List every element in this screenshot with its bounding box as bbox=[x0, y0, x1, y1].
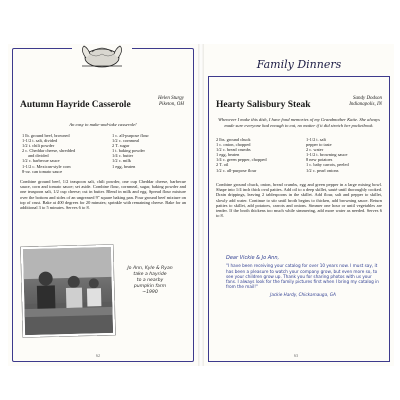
recipe-title: Autumn Hayride Casserole bbox=[20, 100, 131, 110]
recipe-directions: Combine ground beef, 1/2 teaspoon salt, chili powder, one cup Cheddar cheese, barbecue sauce, corn and tomato sauce; set aside. Combine flour, cornmeal, sugar, baking powder and one teaspoon salt, 1/2 cup cheese; cut in butter. Blend in milk and egg. Spread flour mixture over the bottom and sides of an ungreased 9" square baking pan. Pour ground beef mixture on top of crust. Bake at 400 degrees for 20 minutes; sprinkle with remaining cheese. Bake for an additional 3 to 5 minutes. Serves 6 to 8. bbox=[20, 179, 186, 211]
ingredient-item: 1/2 c. pearl onions bbox=[306, 167, 339, 173]
ingredient-item: 2 lbs. ground chuck bbox=[216, 137, 251, 142]
ingredient-item: 1/2 c. bread crumbs bbox=[216, 147, 251, 153]
caption-line: to a nearby bbox=[136, 278, 164, 283]
letter-signature: Jackie Hardy, Chickamauga, GA bbox=[270, 291, 336, 297]
ingredient-item: 1/4 c. green pepper, chopped bbox=[216, 157, 267, 163]
ingredient-item: 1 c. baby carrots, peeled bbox=[306, 162, 349, 168]
caption-line: pumpkin farm bbox=[133, 284, 167, 289]
recipe-contributor bbox=[158, 96, 184, 108]
ingredient-item: 1 t. baking powder bbox=[112, 148, 145, 154]
ingredient-item: 2 T. oil bbox=[216, 162, 229, 168]
reader-letter bbox=[226, 256, 380, 297]
section-header-text: Family Dinners bbox=[253, 58, 346, 71]
page-number: 62 bbox=[96, 353, 100, 358]
ingredient-item: 1/2 c. cornmeal bbox=[112, 138, 140, 144]
section-header bbox=[204, 58, 394, 71]
ingredient-item: 1/4 c. butter bbox=[112, 153, 134, 159]
ingredient-item: 1-1/2 t. salt bbox=[306, 137, 326, 142]
ingredient-item: 2 T. sugar bbox=[112, 143, 130, 149]
ingredient-item: 8-oz. can tomato sauce bbox=[22, 168, 63, 174]
ingredient-item: 1 lb. ground beef, browned bbox=[22, 133, 70, 138]
recipe-directions: Combine ground chuck, onion, bread crumbs, egg and green pepper in a large mixing bowl. Shape into 1/4 inch thick oval patties. Add oil to a deep skillet, sauté until thoroughly cooked. Drain drippings, leaving 2 tablespoons in the skillet. Add flour, salt and pepper to skillet, slowly add water. Continue to stir until broth begins to thicken, add browning sauce. Return patties to skillet, add potatoes, carrots and onions. Simmer one hour or until vegetables are tender. If the broth thickens too much while simmering, add more water as needed. Serves 6 to 8. bbox=[216, 182, 382, 219]
recipe-intro: Whenever I make this dish, I have fond memories of my Grandmother Katie. She always made sure everyone had enough to eat, no matter if it did stretch her pocketbook. bbox=[218, 117, 380, 128]
left-page bbox=[8, 44, 198, 366]
letter-greeting: Dear Vickie & Jo Ann, bbox=[226, 255, 280, 261]
ingredient-item: 1-1/2 t. salt, divided bbox=[22, 138, 58, 144]
caption-line: take a hayride bbox=[133, 272, 167, 277]
ingredient-item: 1/2 t. chili powder bbox=[22, 143, 55, 149]
contributor-location: Piketon, OH bbox=[159, 102, 184, 107]
ingredient-item: 1-1/2 c. Mexican-style corn bbox=[22, 163, 71, 169]
contributor-name: Sandy Dodson bbox=[352, 96, 382, 101]
ingredients-column-1 bbox=[22, 133, 75, 174]
caption-line: Jo Ann, Kyle & Ryan bbox=[127, 266, 173, 271]
right-page bbox=[204, 44, 394, 366]
ingredient-item: 1 c. onion, chopped bbox=[216, 142, 251, 148]
page-number: 63 bbox=[294, 353, 298, 358]
ingredient-item: 1 c. all-purpose flour bbox=[112, 133, 149, 138]
turkey-icon bbox=[72, 44, 132, 70]
ingredient-item: 2 c. water bbox=[306, 147, 324, 153]
caption-line: ~1990 bbox=[142, 290, 158, 295]
family-hayride-photo bbox=[21, 245, 115, 337]
ingredient-item: 1/2 c. all-purpose flour bbox=[216, 167, 257, 173]
ingredient-item: and divided bbox=[28, 153, 49, 159]
ingredients-column-1 bbox=[216, 137, 267, 173]
contributor-name: Helen Sturgy bbox=[157, 96, 184, 101]
recipe-intro: An easy to make-and-take casserole! bbox=[69, 122, 137, 127]
letter-body: "I have been receiving your catalog for over 10 years now. I must say, it has been a pleasure to watch your company grow, but even more so, to see your children grow up. Thank you for sharing photos with us your fans. I always look for the family pictures first when I bring my catalog in from the mail!" bbox=[226, 263, 379, 290]
ingredients-column-2 bbox=[112, 133, 149, 169]
recipe-contributor bbox=[349, 96, 382, 108]
ingredient-item: pepper to taste bbox=[306, 142, 332, 148]
ingredient-item: 8 new potatoes bbox=[306, 157, 333, 163]
recipe-title: Hearty Salisbury Steak bbox=[216, 100, 311, 110]
ingredient-item: 1/2 c. barbecue sauce bbox=[22, 158, 60, 164]
contributor-location: Indianapolis, IN bbox=[349, 102, 382, 107]
ingredient-item: 2 c. Cheddar cheese, shredded bbox=[22, 148, 76, 154]
ingredient-item: 1 egg, beaten bbox=[216, 152, 240, 158]
ingredients-column-2 bbox=[306, 137, 349, 173]
ingredient-item: 1/2 c. milk bbox=[112, 158, 131, 164]
photo-caption bbox=[116, 266, 184, 296]
ingredient-item: 1-1/2 t. browning sauce bbox=[306, 152, 348, 158]
ingredient-item: 1 egg, beaten bbox=[112, 163, 136, 169]
